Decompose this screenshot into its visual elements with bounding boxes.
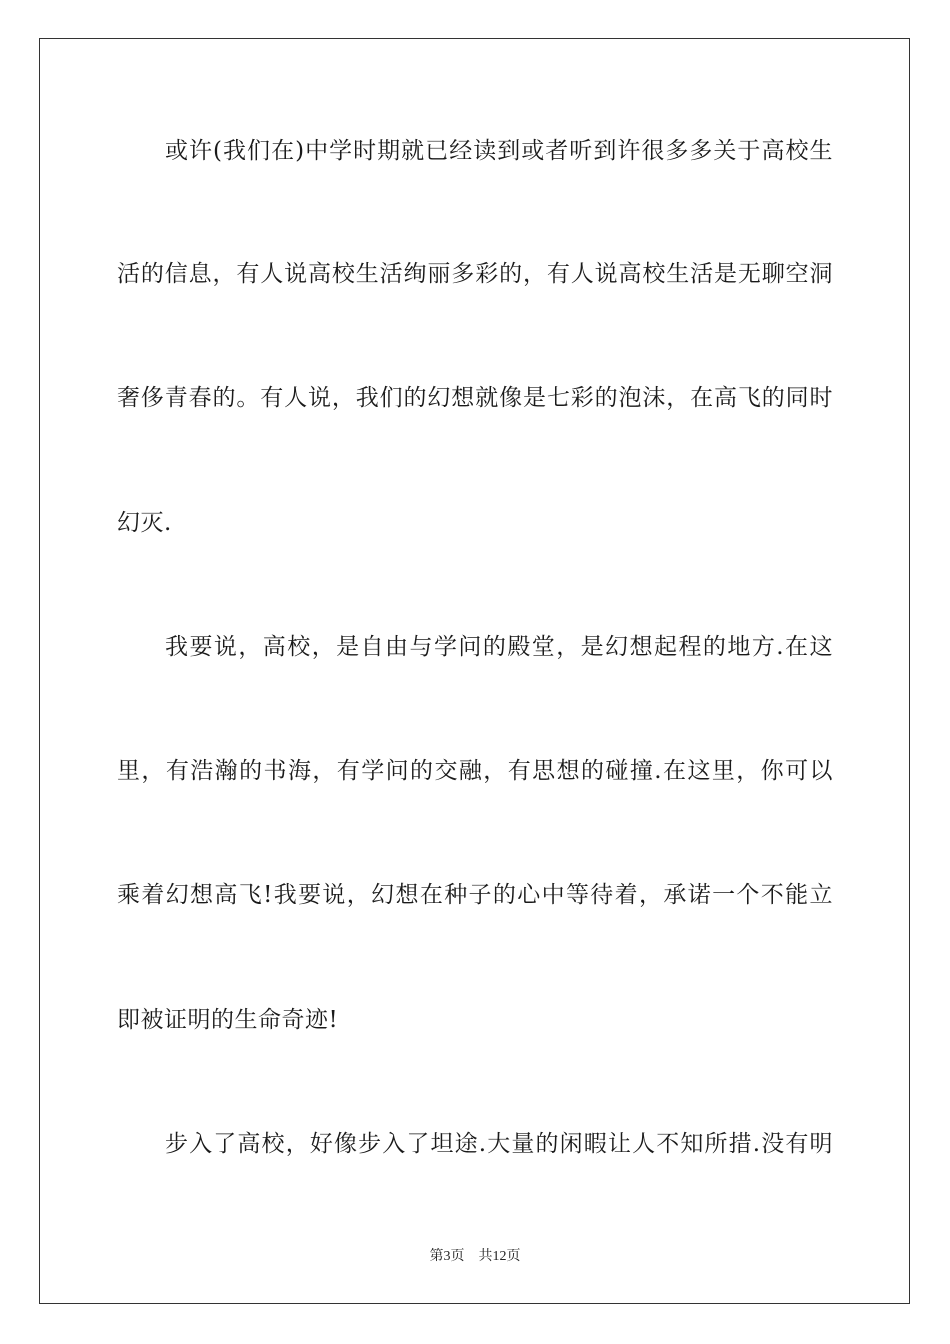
page-footer	[0, 1248, 950, 1266]
text-line-1: 或许(我们在)中学时期就已经读到或者听到许很多多关于高校生	[165, 138, 833, 164]
text-line-3: 奢侈青春的。有人说，我们的幻想就像是七彩的泡沫，在高飞的同时	[117, 385, 833, 411]
page-number: 第3页	[429, 1249, 465, 1264]
text-line-9: 步入了高校，好像步入了坦途.大量的闲暇让人不知所措.没有明	[165, 1131, 833, 1157]
text-line-5: 我要说，高校，是自由与学问的殿堂，是幻想起程的地方.在这	[165, 634, 833, 660]
text-line-2: 活的信息，有人说高校生活绚丽多彩的，有人说高校生活是无聊空洞	[117, 261, 833, 287]
text-line-7: 乘着幻想高飞!我要说，幻想在种子的心中等待着，承诺一个不能立	[117, 882, 833, 908]
text-line-8: 即被证明的生命奇迹!	[117, 1007, 339, 1033]
page-total: 共12页	[478, 1249, 521, 1264]
page-border	[39, 38, 910, 1304]
text-line-4: 幻灭.	[117, 510, 172, 536]
text-line-6: 里，有浩瀚的书海，有学问的交融，有思想的碰撞.在这里，你可以	[117, 758, 833, 784]
